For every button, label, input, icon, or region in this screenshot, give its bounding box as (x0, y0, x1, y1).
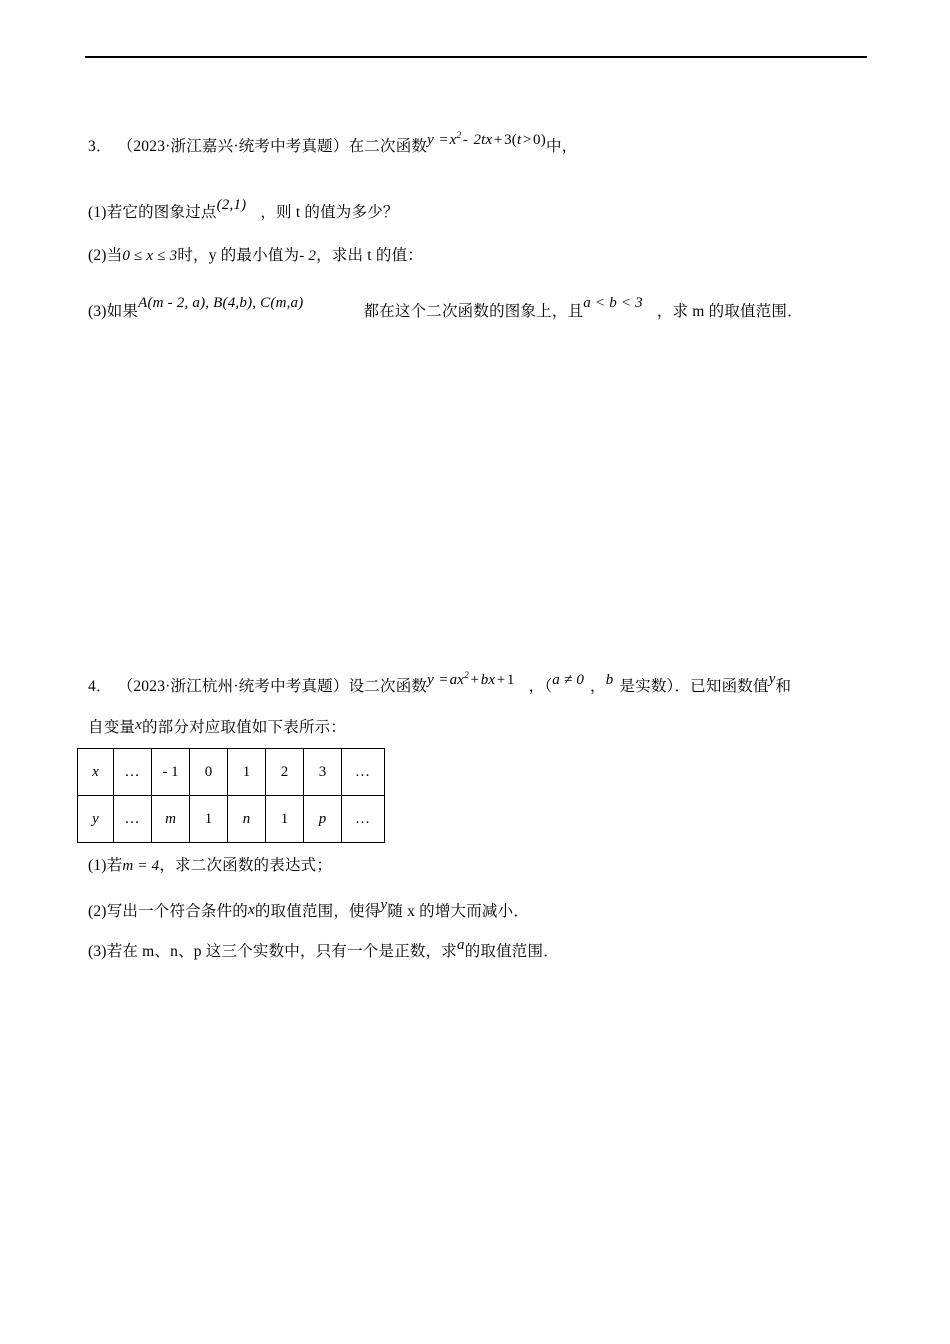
problem-3-part-2-text-mid: 时，y 的最小值为 (177, 247, 300, 264)
problem-4-stem-formula: $y = ax^2$ + bx + 1 (427, 671, 515, 688)
problem-3-number: 3． (88, 138, 112, 155)
problem-4-stem-prefix: 设二次函数 (348, 678, 428, 695)
table-cell-y-header: y (78, 796, 114, 843)
problem-4-line2-b: 的部分对应取值如下表所示： (141, 719, 347, 736)
problem-4-part-3-label: (3) (88, 943, 107, 960)
table-cell-y-5: p (304, 796, 342, 843)
problem-3-part-3-label: (3) (88, 303, 107, 320)
problem-4-cond-close: 是实数）．已知函数值 (619, 678, 769, 695)
problem-4-part-2-text-after: 随 x 的增大而减小． (387, 903, 530, 920)
problem-4-number: 4． (88, 678, 112, 695)
table-cell-x-6: … (342, 749, 385, 796)
problem-3-stem (88, 132, 577, 155)
problem-4-part-1-condition: m = 4 (122, 858, 160, 874)
problem-4-source: （2023·浙江杭州·统考中考真题） (117, 678, 349, 695)
table-cell-y-1: m (152, 796, 190, 843)
problem-3-stem-formula: $y = x^2 - 2tx + 3(t > 0)$ (427, 131, 546, 148)
problem-4-stem-line2 (88, 718, 346, 736)
problem-3-part-3 (88, 296, 803, 320)
problem-4-cond-a: a ≠ 0 (552, 672, 585, 688)
problem-4-cond-open: ，（ (528, 678, 553, 695)
problem-4-function-value-y: y (768, 671, 776, 687)
table-cell-x-0: … (114, 749, 152, 796)
table-cell-x-3: 1 (228, 749, 266, 796)
problem-3-part-3-inequality: a < b < 3 (583, 295, 643, 311)
table-cell-y-0: … (114, 796, 152, 843)
problem-3-part-3-text-after: ，求 m 的取值范围． (656, 303, 803, 320)
problem-4-part-2-text-mid: 的取值范围，使得 (254, 903, 381, 920)
problem-4-cond-comma: ， (590, 678, 606, 695)
problem-3-stem-suffix: 中， (545, 138, 578, 155)
problem-4-part-1-label: (1) (88, 857, 107, 874)
problem-3-part-2-text-after: ，求出 t 的值： (316, 247, 423, 264)
problem-3-part-1-text-before: 若它的图象过点 (106, 204, 217, 221)
table-row (78, 749, 385, 796)
problem-4-stem (88, 672, 791, 695)
table-cell-y-3: n (228, 796, 266, 843)
problem-3-source: （2023·浙江嘉兴·统考中考真题） (117, 138, 349, 155)
problem-4-part-1-text-after: ，求二次函数的表达式； (159, 857, 333, 874)
problem-3-part-2 (88, 248, 423, 264)
problem-3-part-1-text-after: ，则 t 的值为多少？ (260, 204, 399, 221)
problem-4-part-3-text-after: 的取值范围． (464, 943, 559, 960)
problem-3-part-2-label: (2) (88, 247, 107, 264)
page-header-rule (85, 56, 867, 58)
table-cell-x-header: x (78, 749, 114, 796)
problem-3-part-1-point: (2,1) (216, 197, 247, 213)
problem-3-stem-prefix: 在二次函数 (348, 138, 428, 155)
xy-value-table (77, 748, 385, 843)
problem-4-part-2 (88, 898, 529, 920)
problem-4-part-2-variable-x: x (248, 902, 255, 918)
problem-4-part-3-text-before: 若在 m、n、p 这三个实数中，只有一个是正数，求 (106, 943, 457, 960)
problem-4-stem-tail: 和 (775, 678, 792, 695)
problem-4-part-2-text-before: 写出一个符合条件的 (106, 903, 248, 920)
problem-4-part-2-variable-y: y (380, 897, 388, 913)
table-cell-x-5: 3 (304, 749, 342, 796)
table-cell-x-1: - 1 (152, 749, 190, 796)
table-cell-y-4: 1 (266, 796, 304, 843)
problem-3-part-2-range: 0 ≤ x ≤ 3 (122, 248, 178, 264)
table-cell-x-4: 2 (266, 749, 304, 796)
problem-4-part-3 (88, 938, 559, 960)
problem-4-line2-a: 自变量 (88, 719, 136, 736)
table-cell-y-2: 1 (190, 796, 228, 843)
problem-4-cond-b: b (605, 672, 614, 688)
problem-3-part-3-text-before: 如果 (106, 303, 139, 320)
problem-3-part-3-points: A(m - 2, a), B(4,b), C(m,a) (138, 295, 304, 311)
problem-4-part-2-label: (2) (88, 903, 107, 920)
problem-4-part-1 (88, 858, 332, 874)
problem-3-part-2-text-before: 当 (106, 247, 123, 264)
problem-3-part-3-text-mid: 都在这个二次函数的图象上，且 (363, 303, 584, 320)
problem-3-part-1 (88, 198, 399, 221)
problem-4-variable-x: x (135, 717, 142, 733)
problem-3-part-1-label: (1) (88, 204, 107, 221)
problem-4-part-1-text-before: 若 (106, 857, 123, 874)
table-cell-y-6: … (342, 796, 385, 843)
table-row (78, 796, 385, 843)
problem-4-part-3-variable-a: a (457, 937, 465, 953)
table-cell-x-2: 0 (190, 749, 228, 796)
problem-3-part-2-min-value: - 2 (299, 248, 317, 264)
